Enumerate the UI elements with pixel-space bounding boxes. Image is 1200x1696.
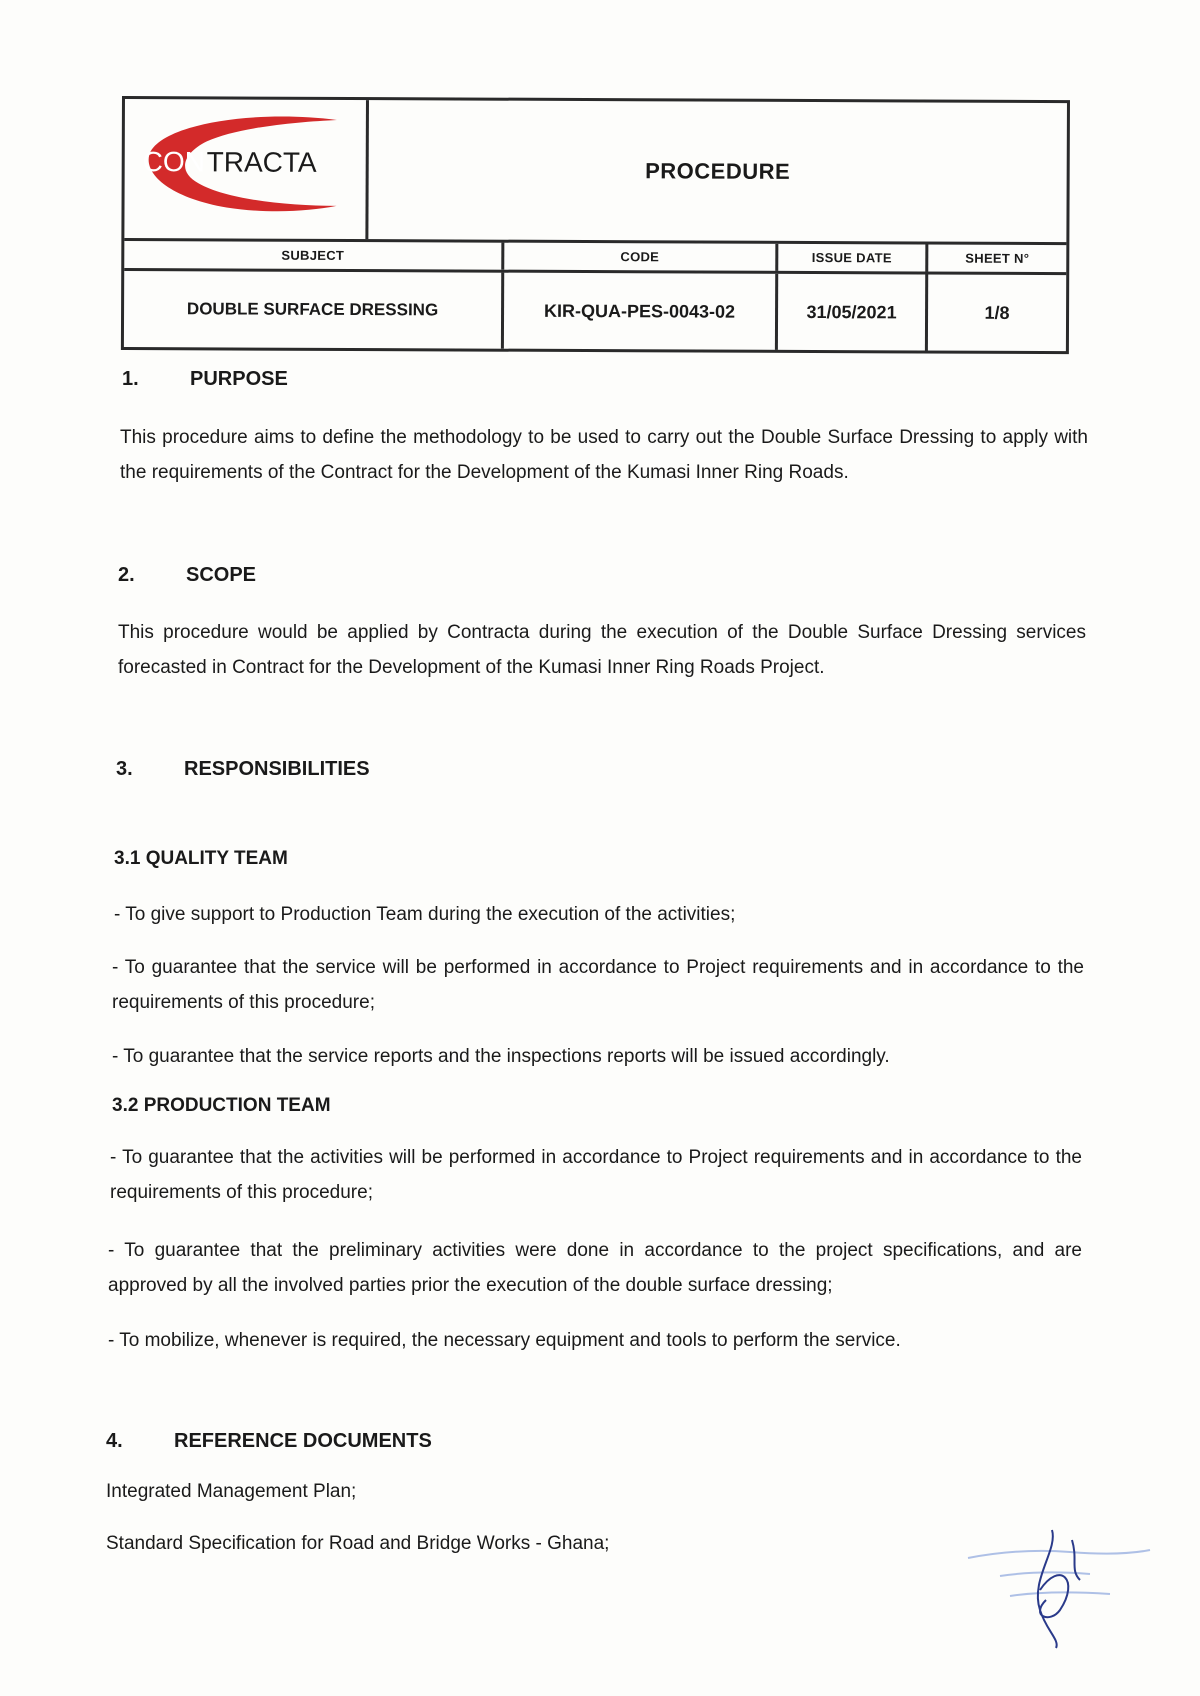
issue-date-value-cell — [778, 274, 928, 351]
issue-date-label-cell — [778, 244, 928, 272]
subject-value: DOUBLE SURFACE DRESSING — [186, 299, 439, 320]
quality-team-item-3: - To guarantee that the service reports and the inspections reports will be issued accordingly. — [112, 1046, 890, 1067]
issue-date-value: 31/05/2021 — [806, 301, 897, 322]
document-header-table — [121, 96, 1070, 354]
code-value: KIR-QUA-PES-0043-02 — [543, 300, 736, 322]
sheet-value-cell — [928, 275, 1066, 352]
scope-text: This procedure would be applied by Contracta during the execution of the Double Surface Dressing services forecasted in Contract for the Development of the Kumasi Inner Ring Roads Project. — [118, 622, 1086, 678]
logo-text-tracta: TRACTA — [206, 146, 317, 178]
responsibilities-heading — [116, 758, 370, 781]
scope-title: SCOPE — [186, 564, 257, 586]
sheet-value: 1/8 — [984, 302, 1010, 323]
reference-item-1: Integrated Management Plan; — [106, 1481, 357, 1502]
sheet-label: SHEET N° — [965, 250, 1030, 266]
purpose-title: PURPOSE — [190, 368, 288, 390]
sheet-label-cell — [928, 245, 1066, 273]
contracta-logo — [136, 113, 356, 224]
responsibilities-title: RESPONSIBILITIES — [184, 758, 370, 780]
header-value-row — [124, 271, 1066, 351]
subject-value-cell — [124, 271, 504, 349]
production-team-item-3: - To mobilize, whenever is required, the necessary equipment and tools to perform the service. — [108, 1330, 901, 1351]
subject-label: SUBJECT — [281, 247, 345, 263]
production-team-item-1: - To guarantee that the activities will be performed in accordance to Project requirements and in accordance to the requirements of this procedure; — [110, 1147, 1082, 1203]
production-team-heading: 3.2 PRODUCTION TEAM — [112, 1095, 331, 1116]
quality-team-heading: 3.1 QUALITY TEAM — [114, 848, 288, 869]
title-cell — [368, 100, 1067, 242]
company-stamp-signature — [960, 1520, 1160, 1650]
responsibilities-number: 3. — [116, 758, 133, 780]
logo-cell — [124, 99, 369, 239]
document-type-title: PROCEDURE — [645, 157, 791, 184]
code-label: CODE — [620, 249, 660, 265]
code-label-cell — [504, 243, 778, 271]
code-value-cell — [504, 273, 778, 350]
quality-team-item-2: - To guarantee that the service will be performed in accordance to Project requirements and in accordance to the requirements of this procedure; — [112, 957, 1084, 1013]
references-number: 4. — [106, 1430, 123, 1452]
quality-team-item-1: - To give support to Production Team during the execution of the activities; — [114, 904, 736, 925]
header-label-row — [124, 241, 1066, 275]
scope-number: 2. — [118, 564, 135, 586]
purpose-number: 1. — [122, 368, 139, 390]
header-top-row — [124, 99, 1067, 245]
production-team-item-2: - To guarantee that the preliminary activities were done in accordance to the project specifications, and are approved by all the involved parties prior the execution of the double surface dressing; — [108, 1240, 1082, 1296]
logo-text-con: CON — [142, 146, 206, 178]
reference-item-2: Standard Specification for Road and Bridge Works - Ghana; — [106, 1533, 610, 1554]
scope-heading — [118, 564, 256, 587]
references-title: REFERENCE DOCUMENTS — [174, 1430, 432, 1452]
issue-date-label: ISSUE DATE — [811, 250, 892, 266]
purpose-heading — [122, 368, 288, 391]
subject-label-cell — [124, 241, 504, 270]
purpose-text: This procedure aims to define the methodology to be used to carry out the Double Surface Dressing to apply with the requirements of the Contract for the Development of the Kumasi Inner Ring Roads. — [120, 427, 1088, 483]
references-heading — [106, 1430, 432, 1453]
